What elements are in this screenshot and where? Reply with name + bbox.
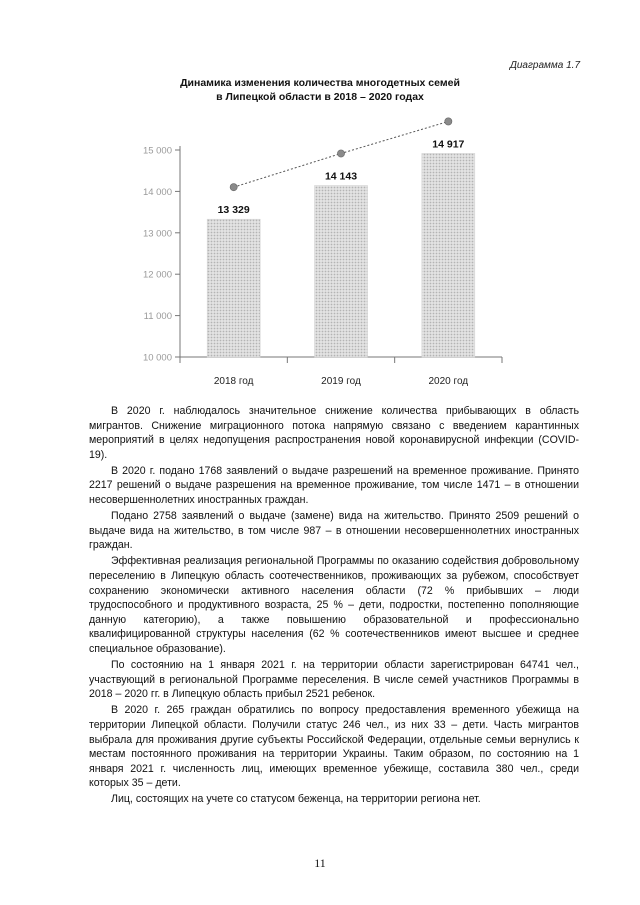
- bar: [207, 219, 260, 357]
- paragraph: Эффективная реализация региональной Программы по оказанию содействия добровольному переселению в Липецкую область соотечественников, проживающих за рубежом, способствует сохранению экономически активного населения области (72 % прибывших – люди трудоспособного и продуктивного возраста, 25 % – дети, подростки, постепенно пополняющие данную категорию), а также повышению образовательной и профессионально квалифицированной структуры населения (62 % соотечественников имеют высшее и среднее специальное образование).: [89, 555, 579, 655]
- y-tick-label: 15 000: [142, 145, 172, 157]
- paragraph: В 2020 г. наблюдалось значительное снижение количества прибывающих в область мигрантов. Снижение миграционного потока напрямую связано с введением карантинных мероприятий в целях недопущения распространения новой коронавирусной инфекции (COVID-19).: [89, 405, 579, 461]
- bar-value-label: 14 917: [432, 138, 465, 151]
- x-category-label: 2018 год: [213, 376, 254, 387]
- x-category-label: 2019 год: [321, 376, 361, 387]
- trend-marker: [230, 184, 237, 191]
- paragraph: В 2020 г. 265 граждан обратились по вопросу предоставления временного убежища на территории Липецкой области. Получили статус 246 чел., из них 33 – дети. Часть мигрантов выбрала для проживания другие субъекты Российской Федерации, отдельные семьи вернулись к местам постоянного проживания на территории Украины. Таким образом, по состоянию на 1 января 2021 г. численность лиц, имеющих временное убежище, составила 380 чел., среди которых 35 – дети.: [89, 704, 579, 790]
- chart-title-line-1: Динамика изменения количества многодетных семей: [180, 77, 460, 89]
- paragraph: В 2020 г. подано 1768 заявлений о выдаче разрешений на временное проживание. Принято 2217 решений о выдаче разрешения на временное проживание, том числе 1471 – в отношении несовершеннолетних иностранных граждан.: [89, 464, 579, 507]
- page-number: 11: [314, 856, 326, 870]
- y-tick-label: 13 000: [142, 228, 172, 240]
- y-tick-label: 12 000: [142, 269, 172, 281]
- bar-value-label: 14 143: [324, 170, 358, 183]
- chart-title-line-2: в Липецкой области в 2018 – 2020 годах: [216, 91, 424, 103]
- bar: [422, 153, 475, 357]
- y-tick-label: 10 000: [142, 352, 172, 364]
- diagram-label: Диаграмма 1.7: [509, 60, 580, 71]
- bar-chart: [0, 0, 640, 400]
- trend-marker: [337, 150, 344, 157]
- body-text: [89, 404, 579, 809]
- x-category-label: 2020 год: [428, 376, 469, 387]
- paragraph: Подано 2758 заявлений о выдаче (замене) вида на жительство. Принято 2509 решений о выдаче вида на жительство, в том числе 987 – в отношении несовершеннолетних иностранных граждан.: [89, 510, 579, 552]
- bar: [315, 185, 368, 357]
- bar-value-label: 13 329: [217, 204, 250, 217]
- paragraph: По состоянию на 1 января 2021 г. на территории области зарегистрирован 64741 чел., участвующий в региональной Программе переселения. В числе семей участников Программы в 2018 – 2020 гг. в Липецкую область прибыл 2521 ребенок.: [89, 659, 579, 701]
- trend-marker: [445, 118, 452, 125]
- y-tick-label: 11 000: [143, 311, 172, 323]
- paragraph: Лиц, состоящих на учете со статусом беженца, на территории региона нет.: [111, 793, 481, 806]
- y-tick-label: 14 000: [142, 186, 172, 198]
